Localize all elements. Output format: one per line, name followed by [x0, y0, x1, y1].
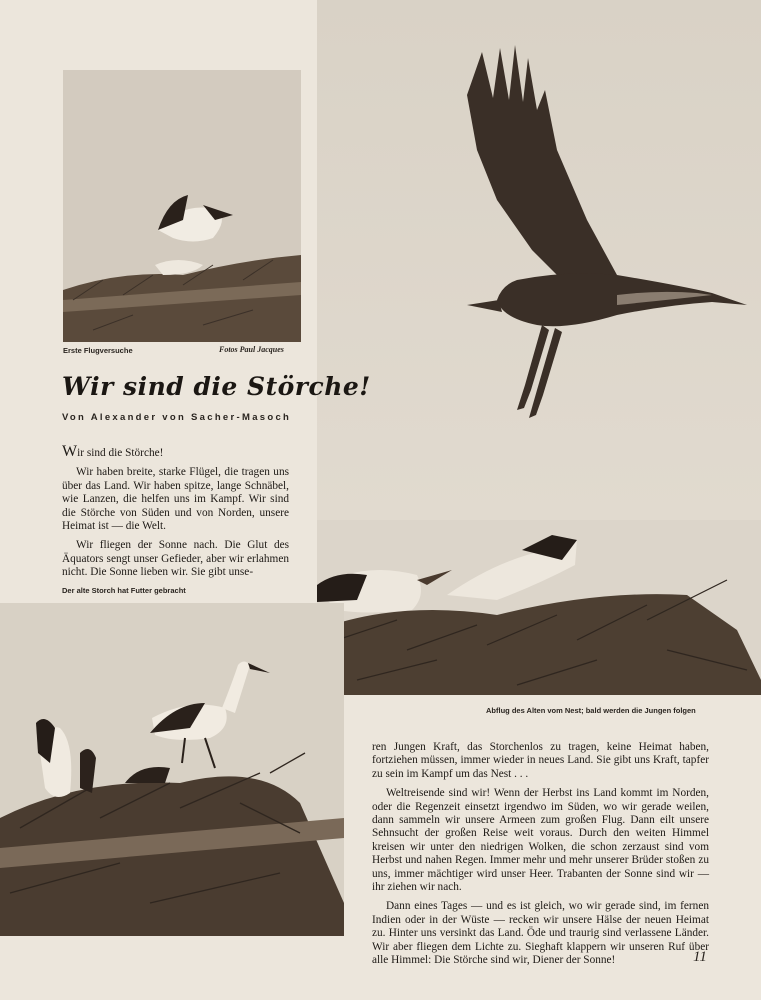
feeding-stork-photo: [0, 603, 344, 936]
flying-stork-photo: [317, 0, 761, 575]
article-paragraph: Wir sind die Störche!: [62, 443, 164, 460]
nest-departure-caption: Abflug des Alten vom Nest; bald werden die Jungen folgen: [486, 706, 696, 715]
article-column-1: [62, 445, 289, 586]
article-title: Wir sind die Störche!: [62, 372, 371, 401]
article-byline: Von Alexander von Sacher-Masoch: [62, 412, 292, 423]
first-flight-caption: Erste Flugversuche: [63, 346, 133, 355]
first-flight-photo: [63, 70, 301, 342]
feeding-caption: Der alte Storch hat Futter gebracht: [62, 586, 186, 595]
article-column-2: [372, 741, 709, 974]
article-paragraph: Weltreisende sind wir! Wenn der Herbst ins Land kommt im Norden, oder die Regenzeit einsetzt irgendwo im Süden, wo wir gerade weilen, dann sammeln wir unsere Armeen zum großen Flug. Dann eilt unsere Sehnsucht der großen Reise weit voraus. Durch den weiten Himmel kreisen wir unter den niedrigen Wolken, die schon zerzaust sind vom Herbst und nahen Regen. Immer mehr und mehr unserer Brüder stoßen zu uns, immer mächtiger wird unser Heer. Trabanten der Sonne sind wir — ihr ziehen wir nach.: [372, 787, 709, 894]
article-paragraph: Dann eines Tages — und es ist gleich, wo wir gerade sind, im fernen Indien oder in der Wüste — recken wir unsere Hälse der neuen Heimat zu. Hinter uns versinkt das Land. Öde und traurig sind verlassene Länder. Wir aber fliegen dem Lichte zu. Sieghaft klappern wir unseren Ruf über alle Himmel: Die Störche sind wir, Diener der Sonne!: [372, 900, 709, 967]
nest-departure-photo: [317, 520, 761, 695]
page-number: 11: [693, 949, 707, 965]
article-paragraph: Wir fliegen der Sonne nach. Die Glut des Äquators sengt unser Gefieder, aber wir erlahmen nicht. Die Sonne lieben wir. Sie gibt unse-: [62, 539, 289, 579]
article-paragraph: ren Jungen Kraft, das Storchenlos zu tragen, keine Heimat haben, fortziehen müssen, immer wieder in neues Land. Sie gibt uns Kraft, tapfer zu sein im Kampf um das Nest . . .: [372, 741, 709, 780]
article-paragraph: Wir haben breite, starke Flügel, die tragen uns über das Land. Wir haben spitze, lange Schnäbel, wie Lanzen, die helfen uns im Kampf. Wir sind die Störche von Süden und von Norden, unsere Heimat ist — die Welt.: [62, 466, 289, 533]
photo-credit: Fotos Paul Jacques: [219, 345, 284, 354]
